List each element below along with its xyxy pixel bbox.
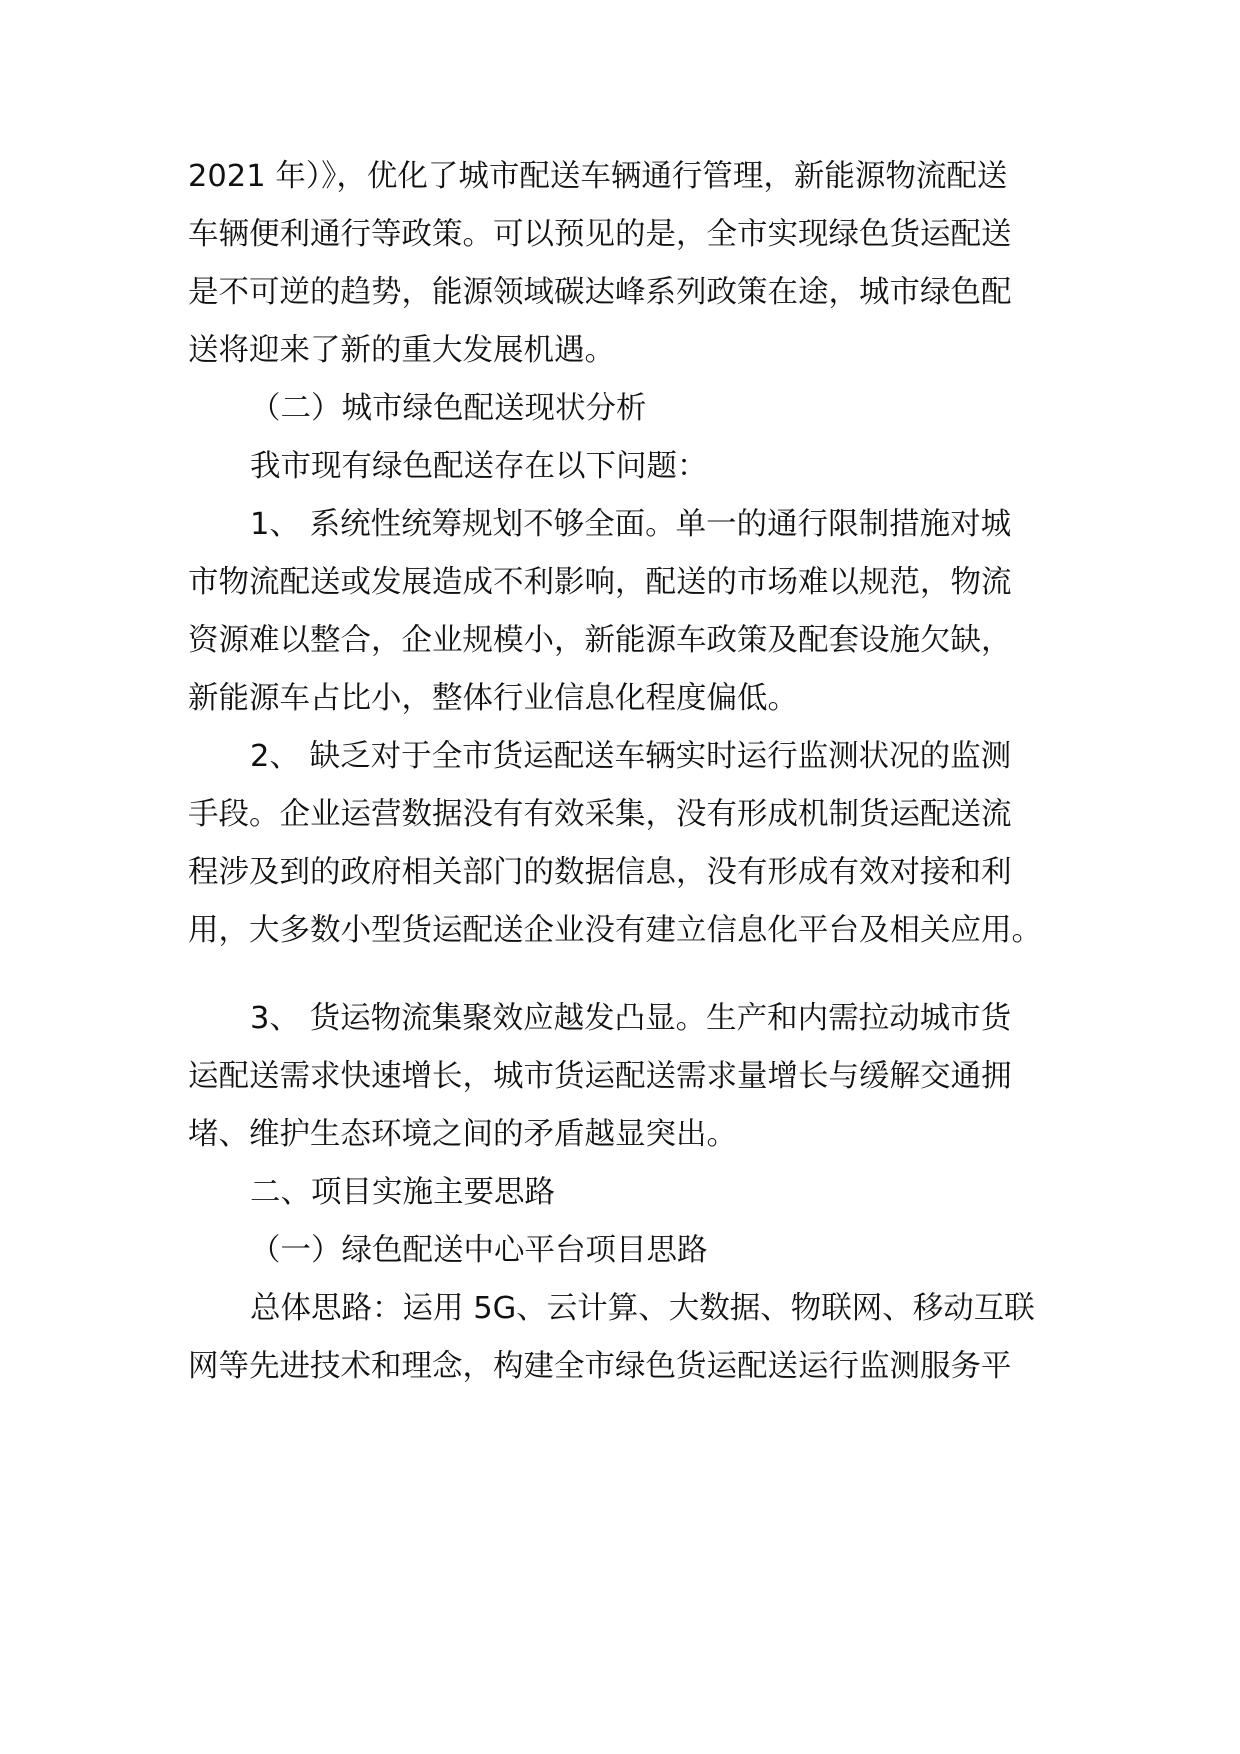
- list-item-line: 1、 系统性统筹规划不够全面。单一的通行限制措施对城: [250, 507, 1012, 542]
- paragraph-line: 车辆便利通行等政策。可以预见的是，全市实现绿色货运配送: [188, 217, 1012, 252]
- paragraph-line: 2021 年）》，优化了城市配送车辆通行管理，新能源物流配送: [188, 159, 1008, 194]
- list-item-line: 2、 缺乏对于全市货运配送车辆实时运行监测状况的监测: [250, 739, 1012, 774]
- paragraph-line: 堵、维护生态环境之间的矛盾越显突出。: [188, 1117, 737, 1152]
- paragraph-line: 送将迎来了新的重大发展机遇。: [188, 333, 615, 368]
- section-heading: 二、项目实施主要思路: [250, 1175, 555, 1210]
- paragraph-line: 新能源车占比小，整体行业信息化程度偏低。: [188, 681, 798, 716]
- paragraph-line: 总体思路：运用 5G、云计算、大数据、物联网、移动互联: [250, 1291, 1035, 1326]
- paragraph-line: 资源难以整合，企业规模小，新能源车政策及配套设施欠缺，: [188, 623, 1012, 658]
- list-item-line: 3、 货运物流集聚效应越发凸显。生产和内需拉动城市货: [250, 1001, 1012, 1036]
- paragraph-line: 网等先进技术和理念，构建全市绿色货运配送运行监测服务平: [188, 1349, 1012, 1384]
- subsection-heading: （一）绿色配送中心平台项目思路: [250, 1233, 708, 1268]
- paragraph-line: 用，大多数小型货运配送企业没有建立信息化平台及相关应用。: [188, 913, 1042, 948]
- paragraph-line: 运配送需求快速增长，城市货运配送需求量增长与缓解交通拥: [188, 1059, 1012, 1094]
- paragraph-line: 手段。企业运营数据没有有效采集，没有形成机制货运配送流: [188, 797, 1012, 832]
- paragraph-line: 我市现有绿色配送存在以下问题：: [250, 449, 708, 484]
- section-heading: （二）城市绿色配送现状分析: [250, 391, 647, 426]
- paragraph-line: 是不可逆的趋势，能源领域碳达峰系列政策在途，城市绿色配: [188, 275, 1012, 310]
- paragraph-line: 市物流配送或发展造成不利影响，配送的市场难以规范，物流: [188, 565, 1012, 600]
- paragraph-line: 程涉及到的政府相关部门的数据信息，没有形成有效对接和利: [188, 855, 1012, 890]
